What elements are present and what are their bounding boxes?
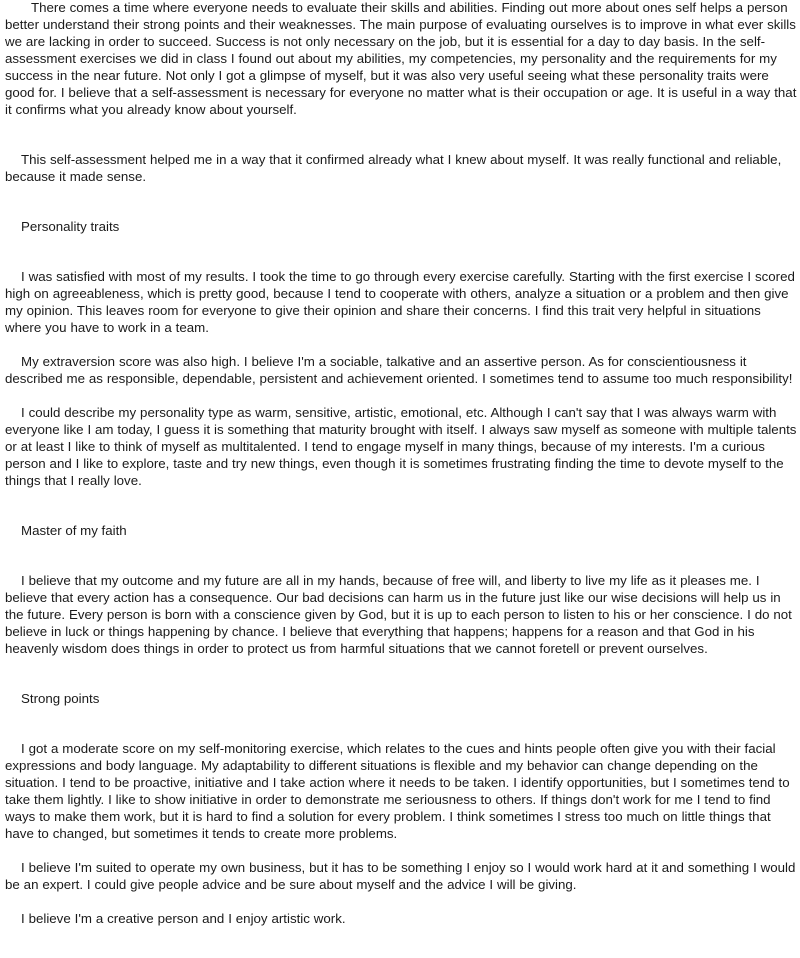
paragraph-personality-type: I could describe my personality type as warm, sensitive, artistic, emotional, etc. Although I can't say that I was always warm with everyone like I am today, I guess it is something that maturity brought with itself. I always saw myself as someone with multiple talents or at least I like to think of myself as multitalented. I tend to engage myself in many things, because of my interests. I'm a curious person and I like to explore, taste and try new things, even though it is sometimes frustrating finding the time to devote myself to the things that I really love. [5, 405, 797, 488]
section-heading-master-of-my-faith: Master of my faith [21, 523, 127, 538]
paragraph-creative: I believe I'm a creative person and I enjoy artistic work. [21, 911, 346, 926]
paragraph-self-monitoring: I got a moderate score on my self-monitoring exercise, which relates to the cues and hints people often give you with their facial expressions and body language. My adaptability to different situations is flexible and my behavior can change depending on the situation. I tend to be proactive, initiative and I take action where it needs to be taken. I identify opportunities, but I sometimes tend to take them lightly. I like to show initiative in order to demonstrate me seriousness to others. If things don't work for me I tend to find ways to make them work, but it is hard to find a solution for every problem. I think sometimes I stress too much on little things that have to changed, but sometimes it tends to create more problems. [5, 741, 790, 841]
paragraph-confirmation: This self-assessment helped me in a way that it confirmed already what I knew about myself. It was really functional and reliable, because it made sense. [5, 152, 782, 184]
section-heading-strong-points: Strong points [21, 691, 100, 706]
paragraph-agreeableness: I was satisfied with most of my results. I took the time to go through every exercise carefully. Starting with the first exercise I scored high on agreeableness, which is pretty good, because I tend to cooperate with others, analyze a situation or a problem and then give my opinion. This leaves room for everyone to give their opinion and share their concerns. I find this trait very helpful in situations where you have to work in a team. [5, 269, 795, 335]
paragraph-free-will: I believe that my outcome and my future are all in my hands, because of free will, and liberty to live my life as it pleases me. I believe that every action has a consequence. Our bad decisions can harm us in the future just like our wise decisions will help us in the future. Every person is born with a conscience given by God, but it is up to each person to listen to his or her conscience. I do not believe in luck or things happening by chance. I believe that everything that happens; happens for a reason and that God in his heavenly wisdom does things in order to protect us from harmful situations that we cannot foretell or prevent ourselves. [5, 573, 792, 656]
paragraph-extraversion: My extraversion score was also high. I believe I'm a sociable, talkative and an assertive person. As for conscientiousness it described me as responsible, dependable, persistent and achievement oriented. I sometimes tend to assume too much responsibility! [5, 354, 793, 386]
spacer [5, 185, 798, 218]
spacer [5, 539, 798, 572]
spacer [5, 336, 798, 353]
spacer [5, 235, 798, 268]
spacer [5, 489, 798, 522]
spacer [5, 657, 798, 690]
spacer [5, 893, 798, 910]
spacer [5, 387, 798, 404]
section-heading-personality-traits: Personality traits [21, 219, 120, 234]
spacer [5, 842, 798, 859]
spacer [5, 707, 798, 740]
paragraph-business: I believe I'm suited to operate my own business, but it has to be something I enjoy so I would work hard at it and something I would be an expert. I could give people advice and be sure about myself and the advice I will be giving. [5, 860, 796, 892]
paragraph-intro: There comes a time where everyone needs to evaluate their skills and abilities. Finding out more about ones self helps a person better understand their strong points and their weaknesses. The main purpose of evaluating ourselves is to improve in what ever skills we are lacking in order to succeed. Success is not only necessary on the job, but it is essential for a day to day basis. In the self-assessment exercises we did in class I found out about my abilities, my competencies, my personality and the requirements for my success in the near future. Not only I got a glimpse of myself, but it was also very useful seeing what these personality traits were good for. I believe that a self-assessment is necessary for everyone no matter what is their occupation or age. It is useful in a way that it confirms what you already know about yourself. [5, 0, 797, 117]
spacer [5, 118, 798, 151]
